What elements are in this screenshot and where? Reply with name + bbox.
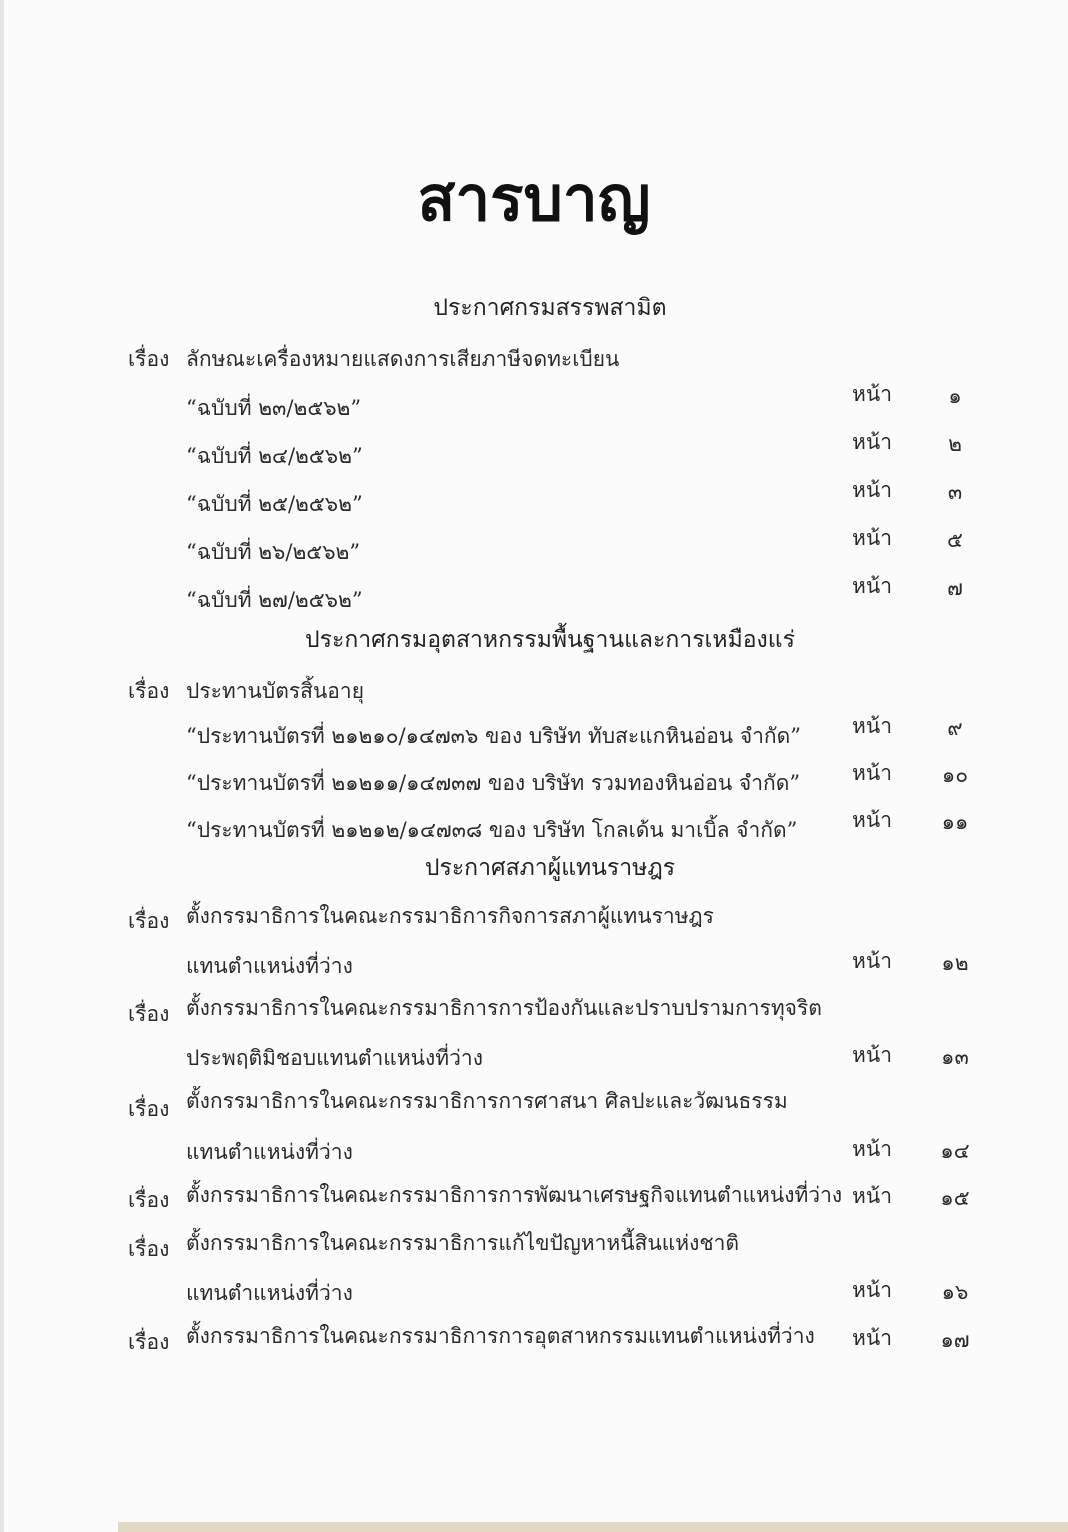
page-number: ๑๓ xyxy=(941,1045,969,1069)
subject-title: ตั้งกรรมาธิการในคณะกรรมาธิการกิจการสภาผู้แทนราษฎร xyxy=(186,904,714,928)
subject-label: เรื่อง xyxy=(128,1237,170,1261)
page-number: ๒ xyxy=(948,432,962,456)
page-title: สารบาญ xyxy=(417,162,651,235)
subject-title: ลักษณะเครื่องหมายแสดงการเสียภาษีจดทะเบียน xyxy=(186,347,620,371)
page-number: ๑๖ xyxy=(941,1280,969,1304)
toc-entry: “ฉบับที่ ๒๔/๒๕๖๒” xyxy=(186,444,363,468)
page-label: หน้า xyxy=(852,808,892,832)
page-label: หน้า xyxy=(852,478,892,502)
subject-title: ตั้งกรรมาธิการในคณะกรรมาธิการแก้ไขปัญหาหนี้สินแห่งชาติ xyxy=(186,1231,740,1255)
page-number: ๑๔ xyxy=(940,1139,970,1163)
toc-entry: “ประทานบัตรที่ ๒๑๒๑๒/๑๔๗๓๘ ของ บริษัท โกลเด้น มาเบิ้ล จำกัด” xyxy=(186,818,798,842)
subject-title: ประทานบัตรสิ้นอายุ xyxy=(186,679,365,703)
page-number: ๕ xyxy=(947,528,963,552)
page-number: ๑๗ xyxy=(940,1328,970,1352)
page-label: หน้า xyxy=(852,1137,892,1161)
page-number: ๗ xyxy=(947,576,963,600)
page-label: หน้า xyxy=(852,526,892,550)
toc-entry: “ประทานบัตรที่ ๒๑๒๑๑/๑๔๗๓๗ ของ บริษัท รวมทองหินอ่อน จำกัด” xyxy=(186,771,801,795)
subject-title-continued: แทนตำแหน่งที่ว่าง xyxy=(186,1140,353,1164)
page-label: หน้า xyxy=(852,761,892,785)
toc-entry: “ฉบับที่ ๒๓/๒๕๖๒” xyxy=(186,396,362,420)
page-number: ๑ xyxy=(948,384,962,408)
subject-title: ตั้งกรรมาธิการในคณะกรรมาธิการการพัฒนาเศรษฐกิจแทนตำแหน่งที่ว่าง xyxy=(186,1183,843,1207)
toc-entry: “ฉบับที่ ๒๖/๒๕๖๒” xyxy=(186,540,361,564)
section-heading-excise: ประกาศกรมสรรพสามิต xyxy=(433,295,667,321)
section-heading-industry: ประกาศกรมอุตสาหกรรมพื้นฐานและการเหมืองแร่ xyxy=(305,627,795,653)
subject-label: เรื่อง xyxy=(128,909,170,933)
page-label: หน้า xyxy=(852,430,892,454)
subject-label: เรื่อง xyxy=(128,1330,170,1354)
page-label: หน้า xyxy=(852,1184,892,1208)
page-number: ๑๕ xyxy=(940,1186,970,1210)
toc-entry: “ประทานบัตรที่ ๒๑๒๑๐/๑๔๗๓๖ ของ บริษัท ทับสะแกหินอ่อน จำกัด” xyxy=(186,724,802,748)
page-number: ๓ xyxy=(947,480,963,504)
subject-label: เรื่อง xyxy=(128,347,170,371)
scan-bottom-edge xyxy=(118,1522,1068,1532)
page-label: หน้า xyxy=(852,949,892,973)
toc-entry: “ฉบับที่ ๒๕/๒๕๖๒” xyxy=(186,492,363,516)
page-label: หน้า xyxy=(852,714,892,738)
section-heading-parliament: ประกาศสภาผู้แทนราษฎร xyxy=(424,855,676,881)
subject-label: เรื่อง xyxy=(128,1002,170,1026)
subject-title: ตั้งกรรมาธิการในคณะกรรมาธิการการอุตสาหกรรมแทนตำแหน่งที่ว่าง xyxy=(186,1324,815,1348)
page-number: ๑๑ xyxy=(941,810,969,834)
page-number: ๑๐ xyxy=(941,763,969,787)
subject-title-continued: ประพฤติมิชอบแทนตำแหน่งที่ว่าง xyxy=(186,1046,483,1070)
page-label: หน้า xyxy=(852,1278,892,1302)
page-number: ๑๒ xyxy=(941,951,969,975)
page-label: หน้า xyxy=(852,382,892,406)
subject-title: ตั้งกรรมาธิการในคณะกรรมาธิการการป้องกันและปราบปรามการทุจริต xyxy=(186,996,822,1020)
toc-entry: “ฉบับที่ ๒๗/๒๕๖๒” xyxy=(186,588,363,612)
subject-label: เรื่อง xyxy=(128,1188,170,1212)
subject-title-continued: แทนตำแหน่งที่ว่าง xyxy=(186,954,353,978)
subject-title-continued: แทนตำแหน่งที่ว่าง xyxy=(186,1281,353,1305)
subject-label: เรื่อง xyxy=(128,1097,170,1121)
subject-label: เรื่อง xyxy=(128,679,170,703)
page-number: ๙ xyxy=(947,716,963,740)
page-label: หน้า xyxy=(852,1326,892,1350)
page-label: หน้า xyxy=(852,1043,892,1067)
subject-title: ตั้งกรรมาธิการในคณะกรรมาธิการการศาสนา ศิลปะและวัฒนธรรม xyxy=(186,1089,788,1113)
page-label: หน้า xyxy=(852,574,892,598)
